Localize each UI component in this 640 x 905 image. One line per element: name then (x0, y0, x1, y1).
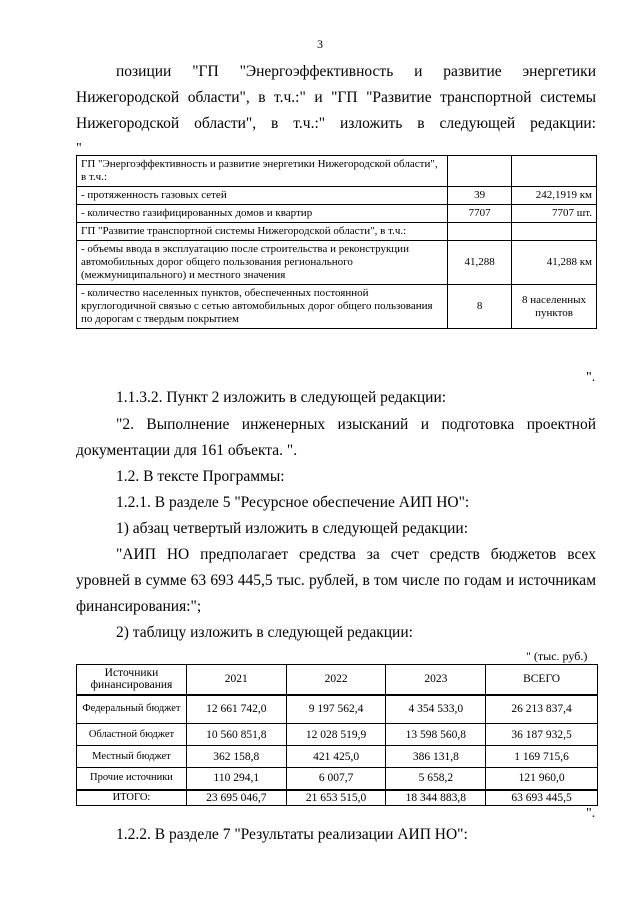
table-cell: 386 131,8 (386, 746, 486, 768)
table-cell: 63 693 445,5 (486, 790, 598, 806)
table-cell: Прочие источники (77, 768, 187, 790)
paragraph-abzac: 1) абзац четвертый изложить в следующей редакции: (116, 520, 469, 537)
paragraph-item-2: "2. Выполнение инженерных изысканий и подготовка проектной документации для 161 объекта. ". (76, 416, 596, 459)
table-cell: 23 695 046,7 (186, 790, 286, 806)
table-cell: 26 213 837,4 (486, 695, 598, 724)
table-row (77, 768, 598, 790)
table-cell: 421 425,0 (286, 746, 386, 768)
table-cell: 13 598 560,8 (386, 724, 486, 746)
table-cell: 5 658,2 (386, 768, 486, 790)
table-cell: 7707 (448, 205, 512, 223)
table-cell: 242,1919 км (512, 187, 597, 205)
table-row (77, 695, 598, 724)
table-header: 2022 (286, 665, 386, 695)
paragraph-1-2: 1.2. В тексте Программы: (116, 468, 285, 485)
paragraph-1-2-1: 1.2.1. В разделе 5 "Ресурсное обеспечение АИП НО": (116, 494, 470, 511)
table-cell: ГП "Энергоэффективность и развитие энергетики Нижегородской области", в т.ч.: (77, 156, 448, 187)
table-cell: - объемы ввода в эксплуатацию после строительства и реконструкции автомобильных дорог общего пользования регионального (межмуниципального) и местного значения (77, 241, 448, 285)
table-cell: 41,288 (448, 241, 512, 285)
table-cell: 39 (448, 187, 512, 205)
paragraph-1-2-2: 1.2.2. В разделе 7 "Результаты реализации АИП НО": (116, 826, 468, 843)
table-cell (512, 156, 597, 187)
table-row-total (77, 790, 598, 806)
table-row (77, 223, 597, 241)
table-cell: ГП "Развитие транспортной системы Нижегородской области", в т.ч.: (77, 223, 448, 241)
table-cell: 362 158,8 (186, 746, 286, 768)
table-row (77, 724, 598, 746)
table-cell: - количество населенных пунктов, обеспеченных постоянной круглогодичной связью с сетью автомобильных дорог общего пользования по дорогам с твердым покрытием (77, 285, 448, 329)
table-row (77, 746, 598, 768)
table-cell: - количество газифицированных домов и квартир (77, 205, 448, 223)
paragraph-aip-quote: "АИП НО предполагает средства за счет средств бюджетов всех уровней в сумме 63 693 445,5 тыс. рублей, в том числе по годам и источникам финансирования:"; (76, 546, 596, 615)
table-cell: 8 населенных пунктов (512, 285, 597, 329)
table-cell: - протяженность газовых сетей (77, 187, 448, 205)
close-quote: ". (586, 806, 596, 821)
paragraph-positions: позиции "ГП "Энергоэффективность и развитие энергетики Нижегородской области", в т.ч.:" и "ГП "Развитие транспортной системы Нижегородской области", в т.ч.:" изложить в следующей редакции: (76, 63, 596, 132)
table-cell: 4 354 533,0 (386, 695, 486, 724)
table-row (77, 156, 597, 187)
table-cell: ИТОГО: (77, 790, 187, 806)
table-header-row (77, 665, 598, 695)
table-header: 2023 (386, 665, 486, 695)
table-cell: 1 169 715,6 (486, 746, 598, 768)
table-cell: 121 960,0 (486, 768, 598, 790)
open-quote: " (76, 141, 82, 156)
table-cell (448, 156, 512, 187)
table-row (77, 241, 597, 285)
paragraph-table-intro: 2) таблицу изложить в следующей редакции: (116, 624, 413, 641)
table-cell: Местный бюджет (77, 746, 187, 768)
table-row (77, 205, 597, 223)
table-cell: 41,288 км (512, 241, 597, 285)
table-cell: Федеральный бюджет (77, 695, 187, 724)
table-header: Источники финансирования (77, 665, 187, 695)
table-cell: 12 028 519,9 (286, 724, 386, 746)
units-note: " (тыс. руб.) (526, 649, 588, 663)
table-cell: 7707 шт. (512, 205, 597, 223)
close-quote: ". (586, 370, 596, 385)
table-cell: 110 294,1 (186, 768, 286, 790)
page-number: 3 (317, 37, 323, 51)
paragraph-113-2: 1.1.3.2. Пункт 2 изложить в следующей редакции: (116, 389, 447, 406)
table-cell: 21 653 515,0 (286, 790, 386, 806)
table-cell: 10 560 851,8 (186, 724, 286, 746)
table-row (77, 187, 597, 205)
table-cell: 12 661 742,0 (186, 695, 286, 724)
table-cell: 9 197 562,4 (286, 695, 386, 724)
table-cell: 36 187 932,5 (486, 724, 598, 746)
financing-table (76, 664, 598, 806)
table-cell: 18 344 883,8 (386, 790, 486, 806)
table-header: 2021 (186, 665, 286, 695)
table-cell (512, 223, 597, 241)
table-cell: 8 (448, 285, 512, 329)
table-row (77, 285, 597, 329)
table-cell: 6 007,7 (286, 768, 386, 790)
targets-table (76, 155, 597, 329)
table-cell: Областной бюджет (77, 724, 187, 746)
table-header: ВСЕГО (486, 665, 598, 695)
table-cell (448, 223, 512, 241)
